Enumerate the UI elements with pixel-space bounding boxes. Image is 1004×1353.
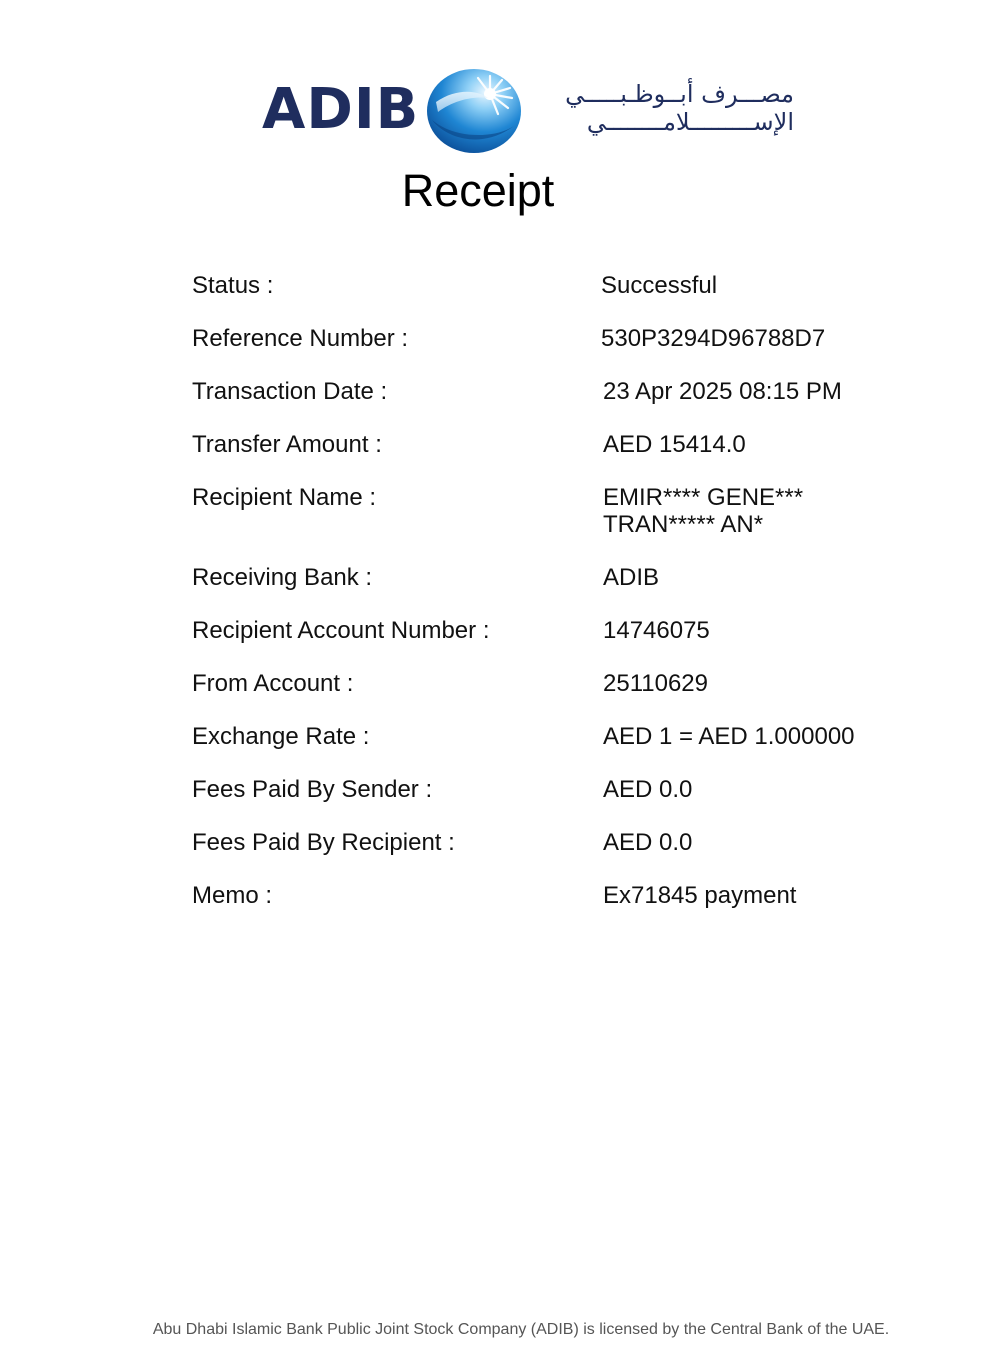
detail-value: AED 15414.0 <box>603 431 746 458</box>
detail-label: Recipient Account Number : <box>192 617 490 644</box>
detail-value: Successful <box>601 272 718 299</box>
page-title: Receipt <box>401 165 555 216</box>
detail-label: Receiving Bank : <box>192 564 373 591</box>
detail-row-reference-number <box>192 323 892 376</box>
detail-label: Status : <box>192 272 274 299</box>
detail-row-receiving-bank <box>192 562 892 615</box>
globe-sunburst-icon <box>426 68 522 154</box>
detail-label: Fees Paid By Recipient : <box>192 829 455 856</box>
bank-logo <box>262 66 802 156</box>
detail-label: Fees Paid By Sender : <box>192 776 433 803</box>
detail-row-status <box>192 270 892 323</box>
detail-value: 530P3294D96788D7 <box>601 325 826 352</box>
detail-row-transaction-date <box>192 376 892 429</box>
logo-arabic-line2: الإســـــــــلامــــــــي <box>586 108 794 136</box>
detail-value: 14746075 <box>603 617 710 644</box>
detail-value: EMIR**** GENE*** TRAN***** AN* <box>603 484 804 538</box>
logo-wordmark: ADIB <box>262 77 420 142</box>
detail-row-fees-sender <box>192 774 892 827</box>
detail-label: Recipient Name : <box>192 484 377 511</box>
detail-label: Memo : <box>192 882 273 909</box>
detail-label: Transfer Amount : <box>192 431 382 458</box>
detail-value: 25110629 <box>603 670 708 697</box>
detail-row-recipient-account-number <box>192 615 892 668</box>
logo-arabic-line1: مصـــرف أبــوظـبـــــي <box>565 80 794 108</box>
detail-value: AED 0.0 <box>603 776 693 803</box>
detail-value: Ex71845 payment <box>603 882 797 909</box>
detail-row-recipient-name <box>192 482 892 562</box>
detail-label: Transaction Date : <box>192 378 388 405</box>
logo-arabic-name <box>544 80 794 136</box>
detail-value: ADIB <box>603 564 660 591</box>
detail-row-from-account <box>192 668 892 721</box>
detail-label: Exchange Rate : <box>192 723 370 750</box>
detail-value: AED 1 = AED 1.000000 <box>603 723 855 750</box>
footer-disclaimer: Abu Dhabi Islamic Bank Public Joint Stock Company (ADIB) is licensed by the Central Bank of the UAE. <box>152 1321 890 1338</box>
detail-row-exchange-rate <box>192 721 892 774</box>
detail-value: AED 0.0 <box>603 829 693 856</box>
detail-value: 23 Apr 2025 08:15 PM <box>603 378 842 405</box>
detail-row-fees-recipient <box>192 827 892 880</box>
detail-row-memo <box>192 880 892 933</box>
detail-label: Reference Number : <box>192 325 409 352</box>
detail-row-transfer-amount <box>192 429 892 482</box>
receipt-details <box>192 270 892 933</box>
detail-label: From Account : <box>192 670 354 697</box>
